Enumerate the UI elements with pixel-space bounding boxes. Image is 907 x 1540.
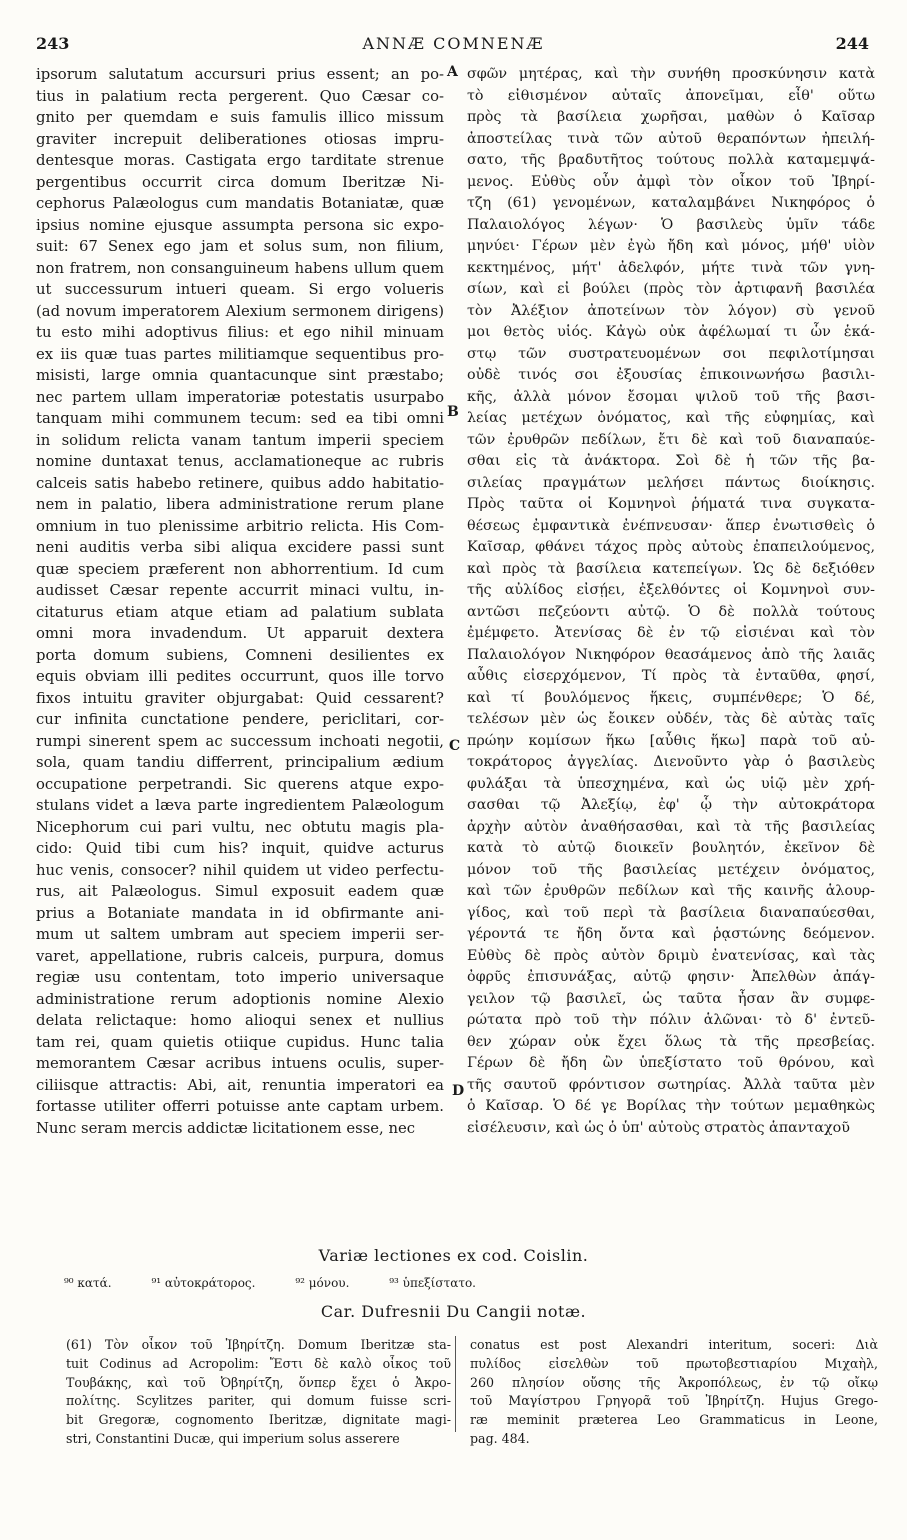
text-line: gnito per quemdam e suis famulis illico missum bbox=[36, 109, 444, 126]
text-line: μενος. Εὐθὺς οὖν ἀμφὶ τὸν οἶκον τοῦ Ἰβηρί- bbox=[467, 173, 875, 190]
text-line: suit: 67 Senex ego jam et solus sum, non filium, bbox=[36, 238, 444, 255]
section-mark-a: A bbox=[447, 64, 458, 80]
text-line: porta domum subiens, Comneni desilientes ex bbox=[36, 646, 444, 664]
text-line: mum ut saltem umbram aut speciem imperii ser- bbox=[36, 926, 444, 943]
variant-item: ⁹³ ὑπεξίστατο. bbox=[389, 1276, 476, 1290]
text-line: ut successurum intueri queam. Si ergo volueris bbox=[36, 281, 444, 298]
text-line: varet, appellatione, rubris calceis, purpura, domus bbox=[36, 947, 444, 965]
text-line: σθαι εἰς τὰ ἀνάκτορα. Σοὶ δὲ ἡ τῶν τῆς βα- bbox=[467, 453, 875, 469]
text-line: Πρὸς ταῦτα οἱ Κομνηνοὶ ῥήματά τινα συγκατα- bbox=[467, 496, 875, 512]
notes-heading: Car. Dufresnii Du Cangii notæ. bbox=[320, 1302, 587, 1321]
text-line: μηνύει· Γέρων μὲν ἐγὼ ἤδη καὶ μόνος, μήθ' υἱὸν bbox=[467, 238, 875, 254]
text-line: καὶ πρὸς τὰ βασίλεια κατεπείγων. Ὡς δὲ δεξιόθεν bbox=[467, 560, 875, 577]
note-line: ræ meminit præterea Leo Grammaticus in Leone, bbox=[470, 1412, 878, 1428]
text-line: πρώην κομίσων ἥκω [αὖθις ἥκω] παρὰ τοῦ αὐ- bbox=[467, 732, 875, 749]
text-line: αὖθις εἰσερχόμενον, Τί πρὸς τὰ ἐνταῦθα, φησί, bbox=[467, 668, 875, 684]
text-line: τὸ εἰθισμένον αὐταῖς ἀπονεῖμαι, εἶθ' οὕτω bbox=[467, 87, 875, 104]
text-line: omnium in tuo plenissime arbitrio relicta. His Com- bbox=[36, 517, 444, 535]
text-line: τῆς αὐλίδος εἰσῄει, ἐξελθόντες οἱ Κομνηνοὶ συν- bbox=[467, 582, 875, 598]
text-line: memorantem Cæsar acribus intuens oculis, super- bbox=[36, 1055, 444, 1072]
text-line: θέσεως ἐμφαντικὰ ἐνέπνευσαν· ἅπερ ἐνωτισθεὶς ὁ bbox=[467, 517, 875, 534]
text-line: neni auditis verba sibi aliqua excidere passi sunt bbox=[36, 539, 444, 556]
text-line: nem in palatio, libera administratione rerum plane bbox=[36, 496, 444, 513]
text-line: σίων, καὶ εἰ βούλει (πρὸς τὸν ἀρτιφανῆ βασιλέα bbox=[467, 281, 875, 297]
note-line: bit Gregoræ, cognomento Iberitzæ, dignitate magi- bbox=[66, 1412, 451, 1428]
text-line: fixos intuitu graviter objurgabat: Quid cessarent? bbox=[36, 689, 444, 707]
text-line: ipsius nomine ejusque assumpta persona sic expo- bbox=[36, 216, 444, 234]
page-header bbox=[0, 24, 907, 64]
text-line: ὀφρῦς ἐπισυνάξας, αὐτῷ φησιν· Ἀπελθὼν ἀπάγ- bbox=[467, 969, 875, 985]
text-line: tius in palatium recta pergerent. Quo Cæsar co- bbox=[36, 87, 444, 105]
text-line: Παλαιολόγον Νικηφόρον θεασάμενος ἀπὸ τῆς λαιᾶς bbox=[467, 646, 875, 663]
section-mark-c: C bbox=[449, 738, 461, 754]
text-line: omni mora invadendum. Ut apparuit dextera bbox=[36, 625, 444, 642]
text-line: ἀποστείλας τινὰ τῶν αὐτοῦ θεραπόντων ἠπειλή- bbox=[467, 130, 875, 147]
text-line: (ad novum imperatorem Alexium sermonem dirigens) bbox=[36, 302, 444, 320]
text-line: τοκράτορος ἀγγελίας. Διενοῦντο γὰρ ὁ βασιλεὺς bbox=[467, 754, 875, 770]
text-line: pergentibus occurrit circa domum Iberitzæ Ni- bbox=[36, 173, 444, 191]
variants-heading: Variæ lectiones ex cod. Coislin. bbox=[318, 1246, 589, 1265]
text-line: σασθαι τῷ Ἀλεξίῳ, ἐφ' ᾧ τὴν αὐτοκράτορα bbox=[467, 797, 875, 813]
text-line: calceis satis habebo retinere, quibus addo habitatio- bbox=[36, 474, 444, 492]
variants-list bbox=[64, 1276, 512, 1290]
text-line: γίδος, καὶ τοῦ περὶ τὰ βασίλεια διαναπαύεσθαι, bbox=[467, 904, 875, 921]
text-line: in solidum relicta vanam tantum imperii speciem bbox=[36, 431, 444, 449]
text-line: ἀρχὴν αὐτὸν ἀναθήσασθαι, καὶ τὰ τῆς βασιλείας bbox=[467, 818, 875, 835]
section-mark-d: D bbox=[452, 1083, 465, 1099]
latin-column bbox=[36, 64, 444, 1139]
text-line: τζη (61) γενομένων, καταλαμβάνει Νικηφόρος ὁ bbox=[467, 195, 875, 211]
text-line: ipsorum salutatum accursuri prius essent; an po- bbox=[36, 66, 444, 83]
section-mark-b: B bbox=[447, 404, 459, 420]
text-line: Καῖσαρ, φθάνει τάχος πρὸς αὐτοὺς ἐπαπειλούμενος, bbox=[467, 539, 875, 555]
text-line: αντῶσι πεζεύοντι αὐτῷ. Ὁ δὲ πολλὰ τούτους bbox=[467, 603, 875, 620]
text-line: θεν χώραν οὐκ ἔχει ὅλως τὰ τῆς πρεσβείας. bbox=[467, 1033, 875, 1050]
text-line: ex iis quæ tuas partes militiamque sequentibus pro- bbox=[36, 345, 444, 363]
text-line: οὐδὲ τινός σοι ἐξουσίας ἐπικοινωνήσω βασιλι- bbox=[467, 367, 875, 383]
text-line: Εὐθὺς δὲ πρὸς αὐτὸν δριμὺ ἐνατενίσας, καὶ τὰς bbox=[467, 947, 875, 964]
note-line: Τουβάκης, καὶ τοῦ Ὀβηρίτζη, ὅνπερ ἔχει ὁ Ἀκρο- bbox=[66, 1374, 451, 1390]
text-line: cur infinita cunctatione pendere, periclitari, cor- bbox=[36, 711, 444, 728]
text-line: κεκτημένος, μήτ' ἀδελφόν, μήτε τινὰ τῶν γνη- bbox=[467, 259, 875, 276]
text-line: ὁ Καῖσαρ. Ὁ δέ γε Βορίλας τὴν τούτων μεμαθηκὼς bbox=[467, 1098, 875, 1114]
text-line: tam rei, quam quietis otiique cupidus. Hunc talia bbox=[36, 1033, 444, 1051]
text-line: rumpi sinerent spem ac successum inchoati negotii, bbox=[36, 732, 444, 750]
text-line: tu esto mihi adoptivus filius: et ego nihil minuam bbox=[36, 324, 444, 341]
note-line: pag. 484. bbox=[470, 1430, 530, 1446]
running-title: ANNÆ COMNENÆ bbox=[362, 34, 545, 53]
text-line: φυλάξαι τὰ ὑπεσχημένα, καὶ ὡς υἱῷ μὲν χρή- bbox=[467, 775, 875, 792]
text-line: τὸν Ἀλέξιον ἀποτείνων τὸν λόγον) σὺ γενοῦ bbox=[467, 302, 875, 319]
note-line: 260 πλησίον οὔσης τῆς Ἀκροπόλεως, ἐν τῷ οἴκῳ bbox=[470, 1374, 878, 1390]
note-line: τοῦ Μαγίστρου Γρηγορᾶ τοῦ Ἰβηρίτζη. Hujus Grego- bbox=[470, 1393, 878, 1409]
text-line: quæ speciem præferent non abhorrentium. Id cum bbox=[36, 560, 444, 578]
text-line: ρώτατα πρὸ τοῦ τὴν πόλιν ἁλῶναι· τὸ δ' ἐντεῦ- bbox=[467, 1012, 875, 1028]
text-line: πρὸς τὰ βασίλεια χωρῆσαι, μαθὼν ὁ Καῖσαρ bbox=[467, 109, 875, 125]
text-line: καὶ τί βουλόμενος ἥκεις, συμπένθερε; Ὁ δέ, bbox=[467, 689, 875, 706]
note-line: tuit Codinus ad Acropolim: Ἔστι δὲ καλὸ οἶκος τοῦ bbox=[66, 1355, 451, 1371]
text-line: γέροντά τε ἤδη ὄντα καὶ ῥᾳστώνης δεόμενον. bbox=[467, 926, 875, 942]
text-line: equis obviam illi pedites occurrunt, quos ille torvo bbox=[36, 668, 444, 685]
text-line: audisset Cæsar repente accurrit minaci vultu, in- bbox=[36, 582, 444, 599]
text-line: citaturus etiam atque etiam ad palatium sublata bbox=[36, 603, 444, 621]
note-line: stri, Constantini Ducæ, qui imperium solus asserere bbox=[66, 1430, 400, 1446]
text-line: μοι θετὸς υἱός. Κἀγὼ οὐκ ἀφέλωμαί τι ὧν ἑκά- bbox=[467, 324, 875, 340]
text-line: non fratrem, non consanguineum habens ullum quem bbox=[36, 259, 444, 277]
text-line: σφῶν μητέρας, καὶ τὴν συνήθη προσκύνησιν κατὰ bbox=[467, 66, 875, 82]
text-line: administratione rerum adoptionis nomine Alexio bbox=[36, 990, 444, 1008]
text-line: delata relictaque: homo alioqui senex et nullius bbox=[36, 1012, 444, 1029]
text-line: τῶν ἐρυθρῶν πεδίλων, ἔτι δὲ καὶ τοῦ διαναπαύε- bbox=[467, 431, 875, 448]
notes-right-column bbox=[470, 1336, 878, 1449]
text-line: τῆς σαυτοῦ φρόντισον σωτηρίας. Ἀλλὰ ταῦτα μὲν bbox=[467, 1076, 875, 1093]
text-line: tanquam mihi communem tecum: sed ea tibi omni bbox=[36, 410, 444, 427]
note-line: πολίτης. Scylitzes pariter, qui domum fuisse scri- bbox=[66, 1393, 451, 1409]
text-line: graviter increpuit deliberationes otiosas impru- bbox=[36, 130, 444, 148]
text-line: prius a Botaniate mandata in id obfirmante ani- bbox=[36, 904, 444, 922]
text-line: misisti, large omnia quantacunque sint præstabo; bbox=[36, 367, 444, 384]
text-line: κῆς, ἀλλὰ μόνον ἔσομαι ψιλοῦ τοῦ τῆς βασι- bbox=[467, 388, 875, 405]
variant-item: ⁹⁰ κατά. bbox=[64, 1276, 112, 1290]
text-line: dentesque moras. Castigata ergo tarditate strenue bbox=[36, 152, 444, 169]
text-line: occupatione perpetrandi. Sic querens atque expo- bbox=[36, 775, 444, 793]
text-line: ciliisque attractis: Abi, ait, renuntia imperatori ea bbox=[36, 1076, 444, 1094]
text-line: γειλον τῷ βασιλεῖ, ὡς ταῦτα ἦσαν ἂν συμφε- bbox=[467, 990, 875, 1007]
text-line: regiæ usu contentam, toto imperio universaque bbox=[36, 969, 444, 986]
page-number-right: 244 bbox=[835, 34, 869, 53]
text-line: Nicephorum cui pari vultu, nec obtutu magis pla- bbox=[36, 818, 444, 836]
page-number-left: 243 bbox=[36, 34, 70, 53]
text-line: σιλείας πραγμάτων μελήσει πάντως διοίκησις. bbox=[467, 474, 875, 491]
text-line: fortasse utiliter offerri potuisse ante captam urbem. bbox=[36, 1098, 444, 1115]
note-line: πυλίδος εἰσελθὼν τοῦ πρωτοβεστιαρίου Μιχαὴλ, bbox=[470, 1355, 878, 1371]
text-line: stulans videt a læva parte ingredientem Palæologum bbox=[36, 797, 444, 814]
notes-left-column bbox=[66, 1336, 451, 1449]
text-line: sola, quam tandiu differrent, principalium ædium bbox=[36, 754, 444, 771]
text-line: στῳ τῶν συστρατευομένων σοι πεφιλοτίμησαι bbox=[467, 345, 875, 362]
text-line: Γέρων δὲ ἤδη ὢν ὑπεξίστατο τοῦ θρόνου, καὶ bbox=[467, 1055, 875, 1071]
text-line: ἐμέμφετο. Ἀτενίσας δὲ ἐν τῷ εἰσιέναι καὶ τὸν bbox=[467, 625, 875, 641]
text-line: cido: Quid tibi cum his? inquit, quidve acturus bbox=[36, 840, 444, 857]
notes-divider bbox=[455, 1336, 456, 1432]
text-line: rus, ait Palæologus. Simul exposuit eadem quæ bbox=[36, 883, 444, 900]
text-line: λείας μετέχων ὀνόματος, καὶ τῆς εὐφημίας, καὶ bbox=[467, 410, 875, 426]
text-line: μόνον τοῦ τῆς βασιλείας μετέχειν ὀνόματος, bbox=[467, 861, 875, 878]
note-line: (61) Τὸν οἶκον τοῦ Ἰβηρίτζη. Domum Iberitzæ sta- bbox=[66, 1337, 451, 1352]
text-line: nomine duntaxat tenus, acclamationeque ac rubris bbox=[36, 453, 444, 470]
text-line: καὶ τῶν ἐρυθρῶν πεδίλων καὶ τῆς καινῆς ἁλουρ- bbox=[467, 883, 875, 899]
text-line: τελέσων μὲν ὡς ἔοικεν οὐδέν, τὰς δὲ αὐτὰς ταῖς bbox=[467, 711, 875, 727]
note-line: conatus est post Alexandri interitum, soceri: Διὰ bbox=[470, 1337, 878, 1352]
variant-item: ⁹¹ αὐτοκράτορος. bbox=[151, 1276, 256, 1290]
text-line: nec partem ullam imperatoriæ potestatis usurpabo bbox=[36, 388, 444, 406]
text-line: εἰσέλευσιν, καὶ ὡς ὁ ὑπ' αὐτοὺς στρατὸς ἁπανταχοῦ bbox=[467, 1119, 850, 1136]
variant-item: ⁹² μόνου. bbox=[295, 1276, 350, 1290]
text-line: huc venis, consocer? nihil quidem ut video perfectu- bbox=[36, 861, 444, 879]
text-line: Παλαιολόγος λέγων· Ὁ βασιλεὺς ὑμῖν τάδε bbox=[467, 216, 875, 233]
text-line: cephorus Palæologus cum mandatis Botaniatæ, quæ bbox=[36, 195, 444, 212]
greek-column bbox=[467, 64, 875, 1139]
text-line: Nunc seram mercis addictæ licitationem esse, nec bbox=[36, 1119, 416, 1137]
text-line: σατο, τῆς βραδυτῆτος τούτους πολλὰ καταμεμψά- bbox=[467, 152, 875, 168]
text-line: κατὰ τὸ αὐτῷ διοικεῖν βουλητόν, ἐκεῖνον δὲ bbox=[467, 840, 875, 856]
